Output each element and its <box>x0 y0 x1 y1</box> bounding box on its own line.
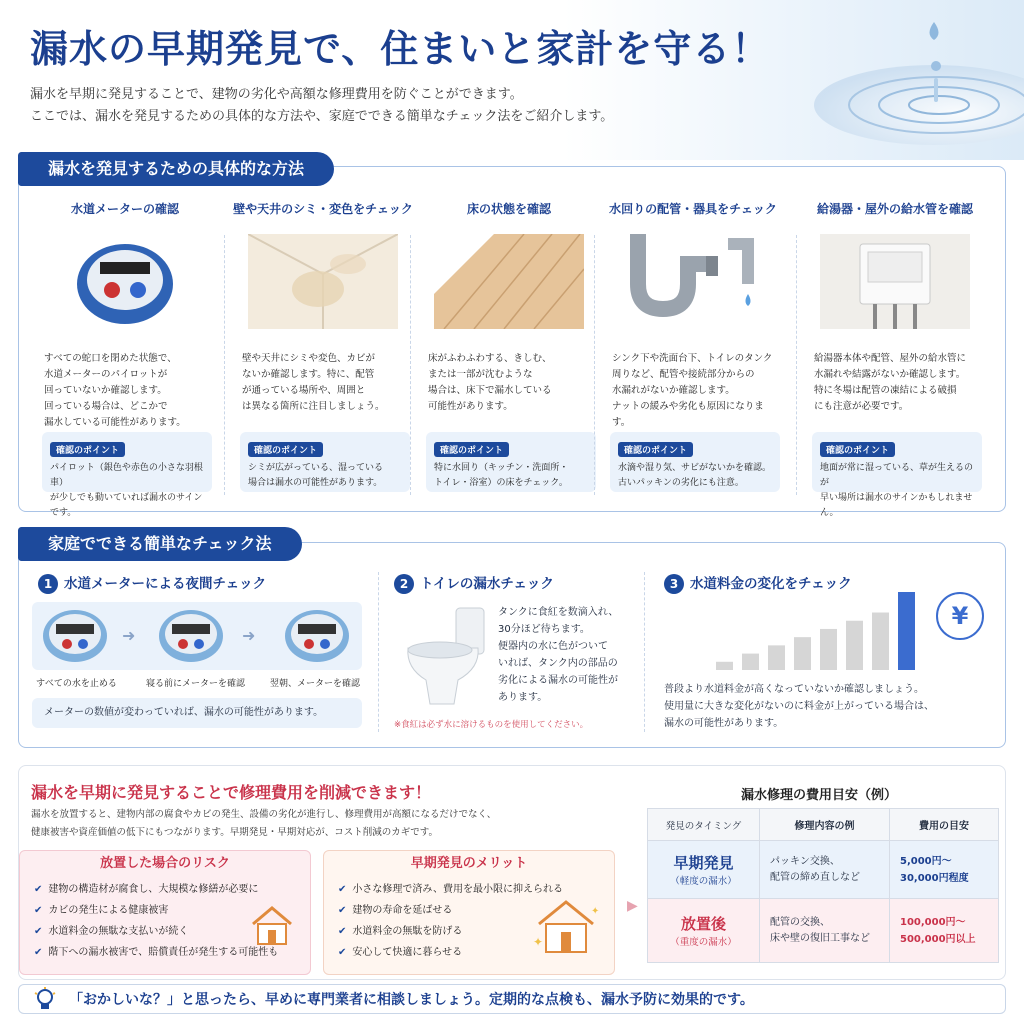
method-desc: 壁や天井にシミや変色、カビが ないか確認します。特に、配管 が通っている場所や、周囲と は異なる箇所に注目しましょう。 <box>242 353 385 412</box>
method-title: 水道メーターの確認 <box>70 202 179 216</box>
row-late-timing: 放置後 （重度の漏水） <box>648 899 760 963</box>
method-title: 水回りの配管・器具をチェック <box>609 202 777 216</box>
cost-table: 発見のタイミング 修理内容の例 費用の目安 早期発見 （軽度の漏水） パッキン交換、 配管の締め直しなど 5,000円～ 30,000円程度 放置後 （重度の漏水） 配管の交換、 床や壁の復旧工事など 100,000円～ 500,000円以上 <box>647 808 999 963</box>
check3-text <box>664 681 934 732</box>
house-icon <box>249 904 295 946</box>
list-item: ✔ 安心して快適に暮らせる <box>338 942 614 963</box>
chart-bar <box>794 637 811 670</box>
method-title: 床の状態を確認 <box>466 202 551 216</box>
intro-text: 漏水を早期に発見することで、建物の劣化や高額な修理費用を防ぐことができます。 ここでは、漏水を発見するための具体的な方法や、家庭でできる簡単なチェック法をご紹介します。 <box>30 87 614 124</box>
check-point-box: 確認のポイント 地面が常に湿っている、草が生えるのが 早い場所は漏水のサインかもしれません。 <box>812 432 982 492</box>
chart-bar <box>768 645 785 670</box>
row-early-work: パッキン交換、 配管の締め直しなど <box>760 841 890 899</box>
water-meter-icon <box>156 606 226 666</box>
divider <box>594 235 595 495</box>
water-meter-icon <box>40 606 110 666</box>
cost-desc: 漏水を放置すると、建物内部の腐食やカビの発生、設備の劣化が進行し、修理費用が高額になるだけでなく、 健康被害や資産価値の低下にもつながります。早期発見・早期対応が、コスト削減のカギです。 <box>31 809 497 838</box>
cost-title: 漏水を早期に発見することで修理費用を削減できます！ <box>31 783 432 802</box>
method-column <box>800 200 990 518</box>
list-item: ✔ 水道料金の無駄を防げる <box>338 921 614 942</box>
row-early-timing: 早期発見 （軽度の漏水） <box>648 841 760 899</box>
chevron-right-icon: ▶ <box>627 898 638 914</box>
text-line: 劣化による漏水の可能性が <box>498 675 618 686</box>
house-icon <box>531 896 601 956</box>
chart-bar <box>820 629 837 670</box>
svg-text:✦: ✦ <box>591 906 600 917</box>
chart-bar <box>742 654 759 670</box>
method-column <box>228 200 418 488</box>
merit-box: 早期発見のメリット ✔ 小さな修理で済み、費用を最小限に抑えられる ✔ 建物の寿命を延ばせる ✔ 水道料金の無駄を防げる ✔ 安心して快適に暮らせる <box>323 850 615 975</box>
water-heater-icon <box>820 234 970 329</box>
list-item: ✔ カビの発生による健康被害 <box>34 900 310 921</box>
divider <box>378 572 379 732</box>
text-line: タンクに食紅を数滴入れ、 <box>498 607 619 618</box>
yen-bubble: ¥ <box>936 592 984 640</box>
check-point-box: 確認のポイント 水滴や湿り気、サビがないかを確認。 古いパッキンの劣化にも注意。 <box>610 432 780 492</box>
row-early-cost: 5,000円～ 30,000円程度 <box>890 841 999 899</box>
method-desc: シンク下や洗面台下、トイレのタンク 周りなど、配管や接続部分からの 水漏れがないか確認します。 ナットの緩みや劣化も原因になります。 <box>612 353 773 428</box>
method-desc: すべての蛇口を閉めた状態で、 水道メーターのパイロットが 回っていないか確認します。 回っている場合は、どこかで 漏水している可能性があります。 <box>44 353 186 428</box>
chart-bar <box>898 592 915 670</box>
cost-section <box>18 765 1006 980</box>
text-line: 便器内の水に色がついて <box>498 641 608 652</box>
check2-title: 2 トイレの漏水チェック <box>394 572 554 594</box>
check-point-box: 確認のポイント パイロット（銀色や赤色の小さな羽根車） が少しでも動いていれば漏水のサインです。 <box>42 432 212 492</box>
method-column <box>598 200 788 488</box>
row-late-cost: 100,000円～ 500,000円以上 <box>890 899 999 963</box>
text-line: 普段より水道料金が高くなっていないか確認しましょう。 <box>664 684 924 695</box>
page-title: 漏水の早期発見で、住まいと家計を守る！ <box>30 27 771 71</box>
text-line: 漏水の可能性があります。 <box>664 718 784 729</box>
check-point-box: 確認のポイント シミが広がっている、湿っている 場合は漏水の可能性があります。 <box>240 432 410 492</box>
cost-table-title: 漏水修理の費用目安（例） <box>741 788 898 803</box>
row-late-work: 配管の交換、 床や壁の復旧工事など <box>760 899 890 963</box>
water-meter-icon <box>282 606 352 666</box>
text-line: 使用量に大きな変化がないのに料金が上がっている場合は、 <box>664 701 934 712</box>
water-meter-icon <box>50 234 200 329</box>
footer-banner <box>18 984 1006 1014</box>
chart-bar <box>872 613 889 670</box>
divider <box>796 235 797 495</box>
check1-note: メーターの数値が変わっていれば、漏水の可能性があります。 <box>32 698 362 728</box>
wood-floor-icon <box>434 234 584 329</box>
water-bill-chart <box>712 590 922 672</box>
step3-label: 翌朝、メーターを確認 <box>270 679 361 689</box>
list-item: ✔ 建物の寿命を延ばせる <box>338 900 614 921</box>
list-item: ✔ 水道料金の無駄な支払いが続く <box>34 921 310 942</box>
check-point-box: 確認のポイント 特に水回り（キッチン・洗面所・ トイレ・浴室）の床をチェック。 <box>426 432 596 492</box>
list-item: ✔ 階下への漏水被害で、賠償責任が発生する可能性も <box>34 942 310 963</box>
methods-tag: 漏水を発見するための具体的な方法 <box>18 152 334 186</box>
text-line: 30分ほど待ちます。 <box>498 624 590 635</box>
footer-text: 「おかしいな？」と思ったら、早めに専門業者に相談しましょう。定期的な点検も、漏水予防に効果的です。 <box>69 992 754 1008</box>
stained-wall-icon <box>248 234 398 329</box>
divider <box>644 572 645 732</box>
svg-text:✦: ✦ <box>533 935 544 949</box>
chart-bar <box>846 621 863 670</box>
pipe-faucet-icon <box>618 234 768 329</box>
method-title: 壁や天井のシミ・変色をチェック <box>233 202 413 216</box>
divider <box>224 235 225 495</box>
check3-title: 3 水道料金の変化をチェック <box>664 572 852 594</box>
list-item: ✔ 小さな修理で済み、費用を最小限に抑えられる <box>338 879 614 900</box>
text-line: あります。 <box>498 692 548 703</box>
text-line: いれば、タンク内の部品の <box>498 658 618 669</box>
list-item: ✔ 建物の構造材が腐食し、大規模な修繕が必要に <box>34 879 310 900</box>
check2-caution: ※食紅は必ず水に溶けるものを使用してください。 <box>394 720 589 730</box>
arrow-icon: ➜ <box>122 626 136 645</box>
check1-title: 1 水道メーターによる夜間チェック <box>38 572 266 594</box>
checks-tag: 家庭でできる簡単なチェック法 <box>18 527 302 561</box>
toilet-icon <box>398 602 490 712</box>
risk-box: 放置した場合のリスク ✔ 建物の構造材が腐食し、大規模な修繕が必要に ✔ カビの発生による健康被害 ✔ 水道料金の無駄な支払いが続く ✔ 階下への漏水被害で、賠償責任が発生する可能性も <box>19 850 311 975</box>
method-column <box>30 200 220 518</box>
method-desc: 給湯器本体や配管、屋外の給水管に 水漏れや結露がないか確認します。 特に冬場は配管の凍結による破損 にも注意が必要です。 <box>814 353 967 412</box>
chart-bar <box>716 662 733 670</box>
method-title: 給湯器・屋外の給水管を確認 <box>816 202 973 216</box>
check2-text <box>498 604 618 706</box>
arrow-icon: ➜ <box>242 626 256 645</box>
divider <box>410 235 411 495</box>
step1-label: すべての水を止める <box>36 679 117 689</box>
header <box>0 0 1024 160</box>
step2-label: 寝る前にメーターを確認 <box>146 679 246 689</box>
method-column <box>414 200 604 488</box>
lightbulb-icon <box>33 987 57 1013</box>
method-desc: 床がふわふわする、きしむ、 または一部が沈むような 場合は、床下で漏水している 可能性があります。 <box>428 353 552 412</box>
